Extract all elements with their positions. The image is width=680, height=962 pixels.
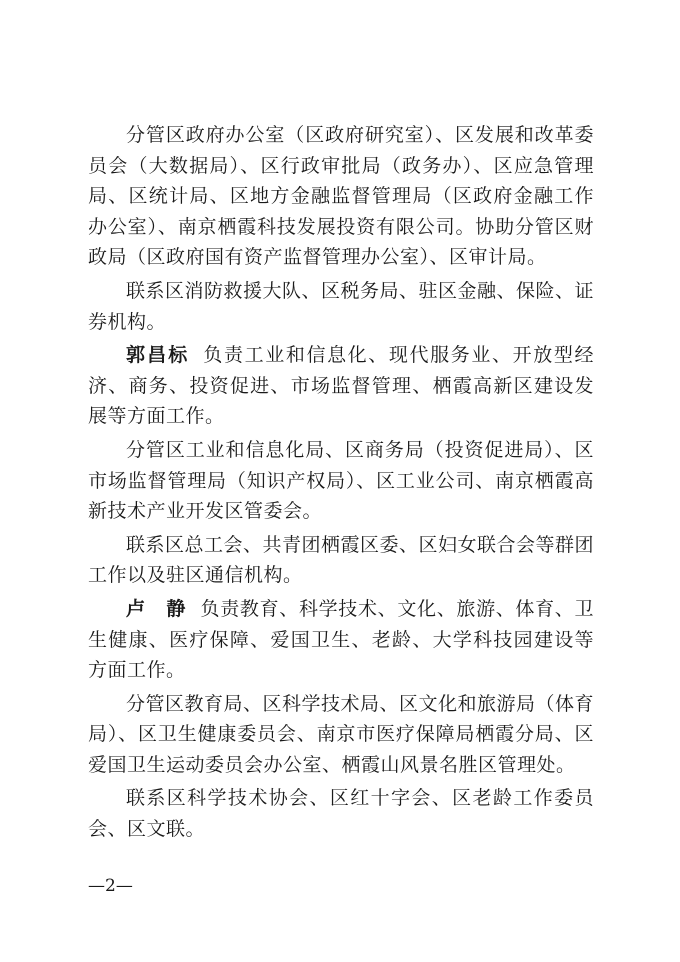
paragraph-text: 分管区工业和信息化局、区商务局（投资促进局）、区市场监督管理局（知识产权局）、区工业公司、南京栖霞高新技术产业开发区管委会。	[88, 438, 594, 523]
paragraph-p6	[88, 594, 594, 686]
paragraph-p1	[88, 120, 594, 273]
paragraph-p8	[88, 783, 594, 844]
paragraph-p7	[88, 689, 594, 781]
paragraph-text: 联系区总工会、共青团栖霞区委、区妇女联合会等群团工作以及驻区通信机构。	[88, 533, 595, 587]
official-name: 郭昌标	[126, 344, 190, 367]
page-number: —2—	[88, 876, 133, 896]
paragraph-text: 分管区教育局、区科学技术局、区文化和旅游局（体育局）、区卫生健康委员会、南京市医疗保障局栖霞分局、区爱国卫生运动委员会办公室、栖霞山风景名胜区管理处。	[88, 692, 595, 776]
document-body	[88, 120, 594, 848]
paragraph-text: 负责工业和信息化、现代服务业、开放型经济、商务、投资促进、市场监督管理、栖霞高新区建设发展等方面工作。	[88, 344, 594, 428]
paragraph-text: 联系区科学技术协会、区红十字会、区老龄工作委员会、区文联。	[88, 787, 594, 841]
paragraph-text: 联系区消防救援大队、区税务局、驻区金融、保险、证券机构。	[88, 279, 595, 333]
paragraph-p5	[88, 530, 594, 591]
paragraph-p3	[88, 340, 594, 432]
paragraph-text: 负责教育、科学技术、文化、旅游、体育、卫生健康、医疗保障、爱国卫生、老龄、大学科技园建设等方面工作。	[88, 597, 594, 682]
paragraph-p4	[88, 435, 594, 527]
paragraph-text: 分管区政府办公室（区政府研究室）、区发展和改革委员会（大数据局）、区行政审批局（政务办）、区应急管理局、区统计局、区地方金融监督管理局（区政府金融工作办公室）、南京栖霞科技发展投资有限公司。协助分管区财政局（区政府国有资产监督管理办公室）、区审计局。	[88, 124, 594, 269]
paragraph-p2	[88, 276, 594, 337]
official-name: 卢 静	[126, 597, 187, 620]
